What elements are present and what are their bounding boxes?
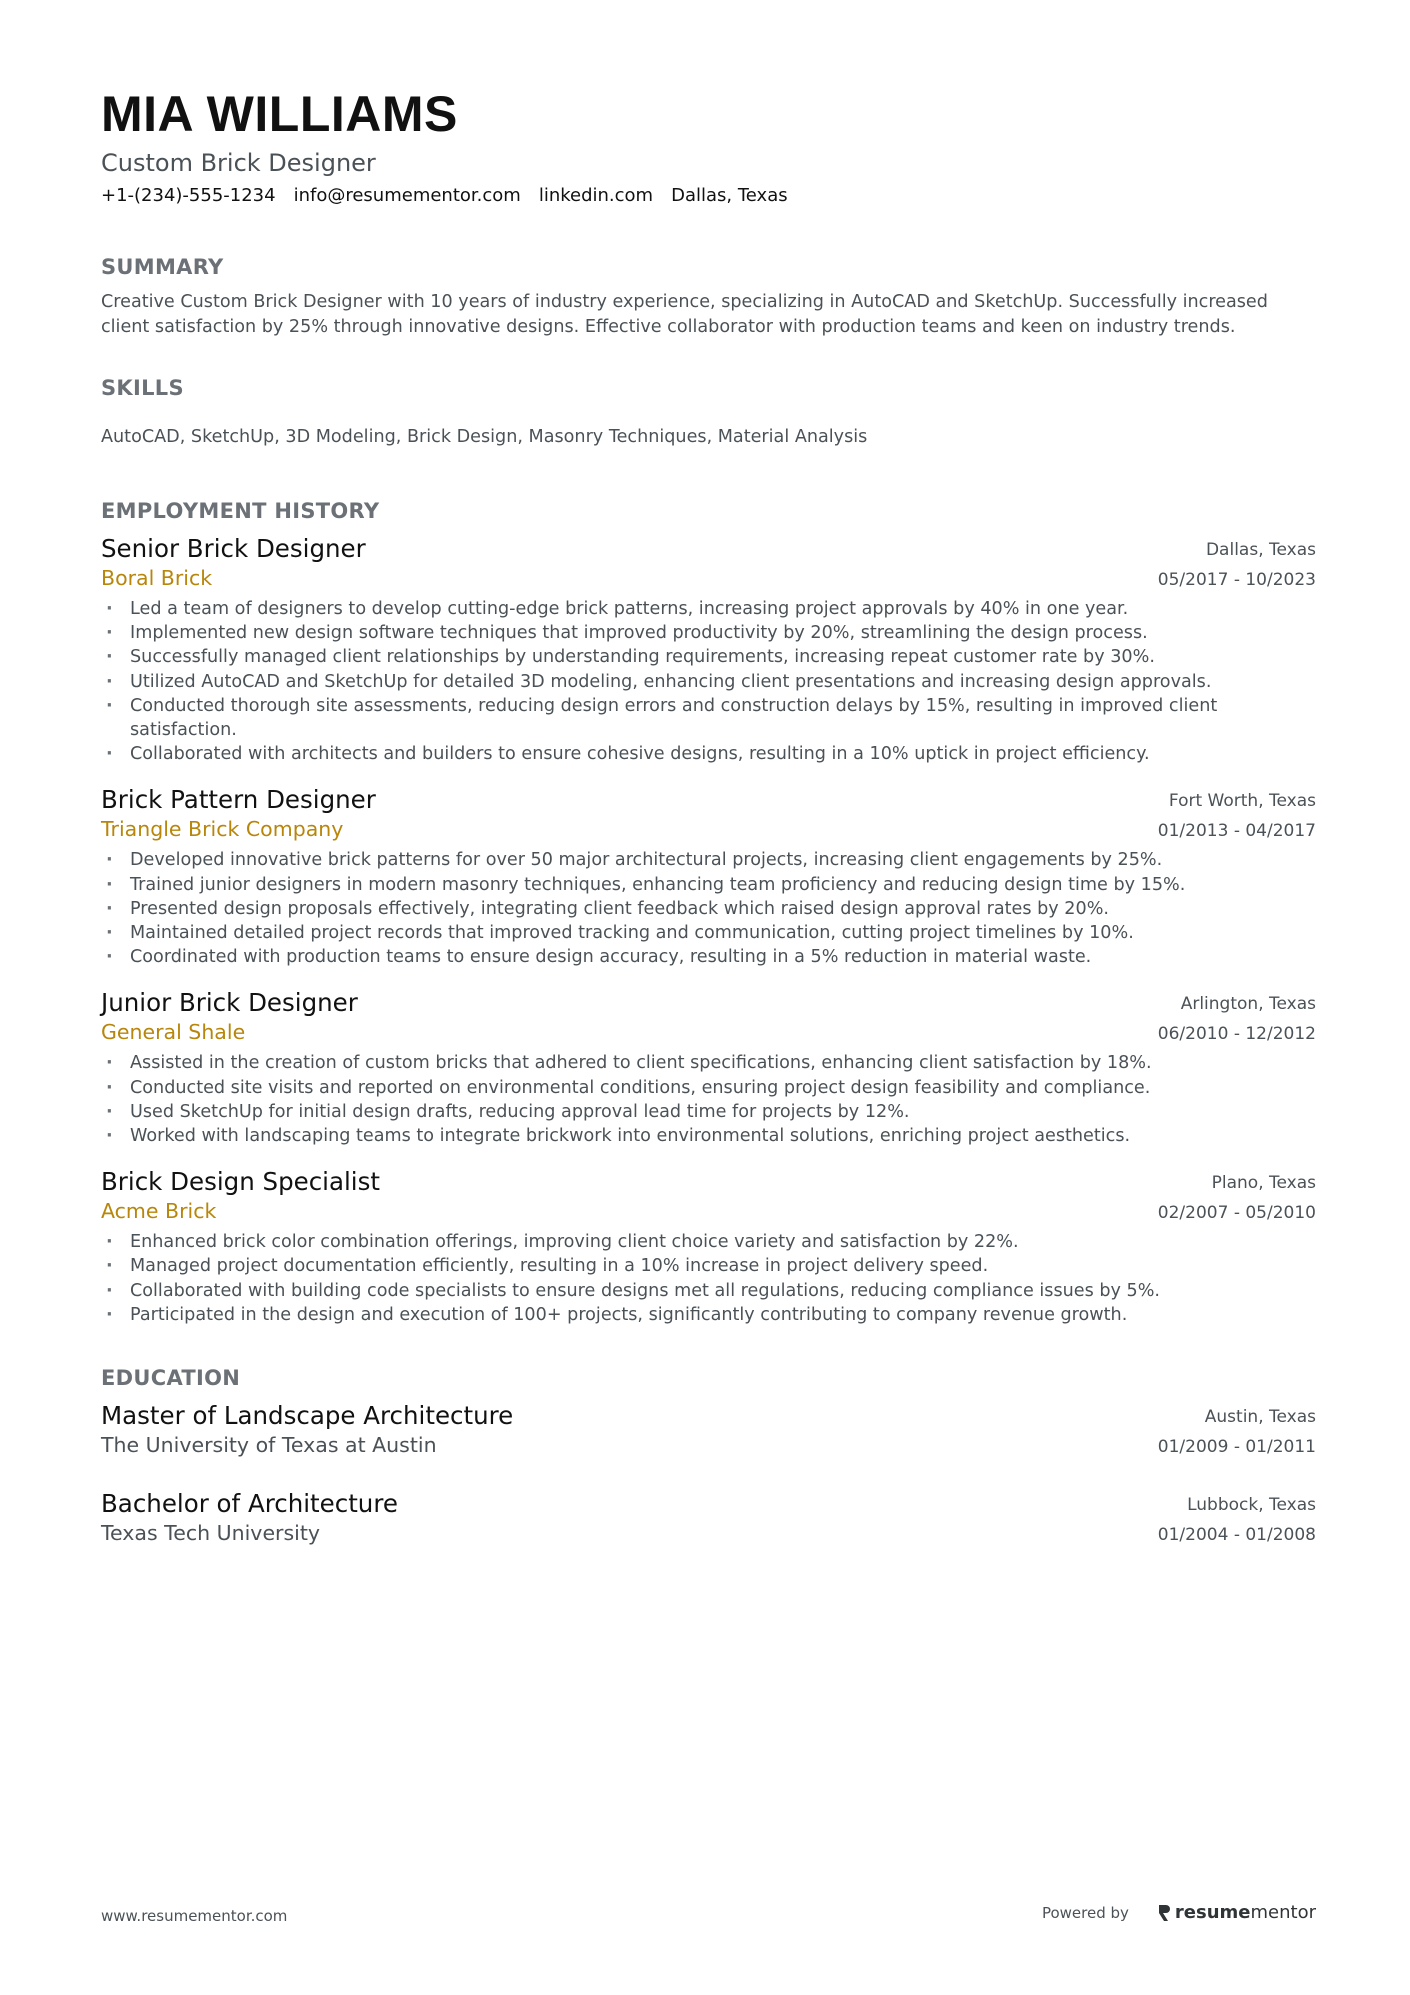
section-heading: EDUCATION bbox=[101, 1366, 241, 1391]
degree: Master of Landscape Architecture bbox=[101, 1401, 514, 1431]
education-dates: 01/2004 - 01/2008 bbox=[1157, 1525, 1316, 1546]
bullet-item: · Trained junior designers in modern masonry techniques, enhancing team proficiency and reducing design time by 15%. bbox=[101, 873, 1316, 897]
bullet-item: · Worked with landscaping teams to integrate brickwork into environmental solutions, enriching project aesthetics. bbox=[101, 1124, 1316, 1148]
bullet-item: · Conducted thorough site assessments, reducing design errors and construction delays by 15%, resulting in improved client satisfaction. bbox=[101, 694, 1316, 742]
bullet-item: · Collaborated with building code specialists to ensure designs met all regulations, reducing compliance issues by 5%. bbox=[101, 1279, 1316, 1303]
job-company: Boral Brick bbox=[101, 566, 213, 590]
job-role: Senior Brick Designer bbox=[101, 534, 366, 563]
job-dates: 05/2017 - 10/2023 bbox=[1157, 570, 1316, 590]
job-entry bbox=[101, 1167, 1316, 1327]
brand-name-bold: resume bbox=[1174, 1902, 1251, 1923]
education-entry bbox=[101, 1401, 1316, 1462]
contact-email[interactable]: info@resumementor.com bbox=[293, 185, 521, 206]
school: The University of Texas at Austin bbox=[101, 1433, 437, 1458]
bullet-item: · Led a team of designers to develop cutting-edge brick patterns, increasing project approvals by 40% in one year. bbox=[101, 597, 1316, 621]
bullet-item: · Presented design proposals effectively, integrating client feedback which raised design approval rates by 20%. bbox=[101, 897, 1316, 921]
candidate-title: Custom Brick Designer bbox=[101, 149, 376, 177]
job-entry bbox=[101, 534, 1316, 766]
powered-by-label: Powered by bbox=[1041, 1903, 1129, 1922]
job-location: Arlington, Texas bbox=[1180, 994, 1316, 1015]
education-entry bbox=[101, 1489, 1316, 1550]
summary-text: Creative Custom Brick Designer with 10 years of industry experience, specializing in AutoCAD and SketchUp. Successfully increased client satisfaction by 25% through innovative designs. Effective collaborator with production teams and keen on industry trends. bbox=[101, 292, 1268, 337]
degree: Bachelor of Architecture bbox=[101, 1489, 398, 1519]
bullet-item: · Utilized AutoCAD and SketchUp for detailed 3D modeling, enhancing client presentations and increasing design approvals. bbox=[101, 670, 1316, 694]
section-heading: SUMMARY bbox=[101, 255, 224, 279]
bullet-item: · Participated in the design and execution of 100+ projects, significantly contributing to company revenue growth. bbox=[101, 1303, 1316, 1327]
job-role: Brick Design Specialist bbox=[101, 1167, 380, 1197]
bullet-item: · Enhanced brick color combination offerings, improving client choice variety and satisfaction by 22%. bbox=[101, 1230, 1316, 1254]
skills-text: AutoCAD, SketchUp, 3D Modeling, Brick Design, Masonry Techniques, Material Analysis bbox=[101, 427, 868, 447]
section-heading: SKILLS bbox=[101, 376, 184, 400]
job-dates: 02/2007 - 05/2010 bbox=[1157, 1203, 1316, 1224]
job-location: Fort Worth, Texas bbox=[1168, 791, 1316, 812]
job-location: Plano, Texas bbox=[1211, 1173, 1316, 1194]
resume-page bbox=[101, 82, 1316, 1550]
school: Texas Tech University bbox=[101, 1521, 321, 1546]
job-bullets bbox=[101, 1230, 1316, 1327]
job-company: Triangle Brick Company bbox=[101, 817, 344, 842]
education-section bbox=[101, 1365, 1316, 1550]
job-dates: 01/2013 - 04/2017 bbox=[1157, 821, 1316, 842]
education-location: Lubbock, Texas bbox=[1187, 1495, 1316, 1516]
brand-name-light: mentor bbox=[1250, 1902, 1316, 1923]
contact-location: Dallas, Texas bbox=[671, 185, 788, 206]
bullet-item: · Collaborated with architects and builders to ensure cohesive designs, resulting in a 10% uptick in project efficiency. bbox=[101, 742, 1316, 766]
footer-website[interactable]: www.resumementor.com bbox=[101, 1907, 288, 1925]
brand-logo[interactable] bbox=[1157, 1902, 1316, 1923]
education-location: Austin, Texas bbox=[1204, 1407, 1316, 1428]
job-role: Brick Pattern Designer bbox=[101, 785, 376, 815]
job-dates: 06/2010 - 12/2012 bbox=[1157, 1024, 1316, 1045]
bullet-item: · Conducted site visits and reported on environmental conditions, ensuring project design feasibility and compliance. bbox=[101, 1076, 1316, 1100]
bullet-item: · Successfully managed client relationships by understanding requirements, increasing repeat customer rate by 30%. bbox=[101, 645, 1316, 669]
summary-section bbox=[101, 254, 1316, 339]
job-location: Dallas, Texas bbox=[1205, 540, 1316, 560]
bullet-item: · Implemented new design software techniques that improved productivity by 20%, streamlining the design process. bbox=[101, 621, 1316, 645]
bullet-item: · Developed innovative brick patterns for over 50 major architectural projects, increasing client engagements by 25%. bbox=[101, 848, 1316, 872]
education-dates: 01/2009 - 01/2011 bbox=[1157, 1437, 1316, 1458]
employment-section bbox=[101, 498, 1316, 1327]
job-company: General Shale bbox=[101, 1020, 246, 1045]
brand-mark-icon bbox=[1157, 1903, 1171, 1923]
job-list bbox=[101, 534, 1316, 1327]
job-bullets bbox=[101, 1051, 1316, 1148]
contact-row bbox=[101, 184, 1316, 208]
candidate-name: MIA WILLIAMS bbox=[101, 86, 458, 142]
bullet-item: · Maintained detailed project records that improved tracking and communication, cutting project timelines by 10%. bbox=[101, 921, 1316, 945]
job-role: Junior Brick Designer bbox=[101, 988, 358, 1018]
skills-section bbox=[101, 375, 1316, 449]
footer-branding bbox=[1042, 1902, 1316, 1923]
contact-phone[interactable]: +1-(234)-555-1234 bbox=[101, 185, 276, 206]
bullet-item: · Assisted in the creation of custom bricks that adhered to client specifications, enhancing client satisfaction by 18%. bbox=[101, 1051, 1316, 1075]
bullet-item: · Coordinated with production teams to ensure design accuracy, resulting in a 5% reduction in material waste. bbox=[101, 945, 1316, 969]
job-entry bbox=[101, 785, 1316, 969]
bullet-item: · Used SketchUp for initial design drafts, reducing approval lead time for projects by 12%. bbox=[101, 1100, 1316, 1124]
job-company: Acme Brick bbox=[101, 1199, 217, 1224]
contact-linkedin[interactable]: linkedin.com bbox=[538, 185, 654, 206]
job-bullets bbox=[101, 848, 1316, 969]
section-heading: EMPLOYMENT HISTORY bbox=[101, 499, 380, 523]
job-entry bbox=[101, 988, 1316, 1148]
job-bullets bbox=[101, 597, 1316, 766]
bullet-item: · Managed project documentation efficiently, resulting in a 10% increase in project delivery speed. bbox=[101, 1254, 1316, 1278]
